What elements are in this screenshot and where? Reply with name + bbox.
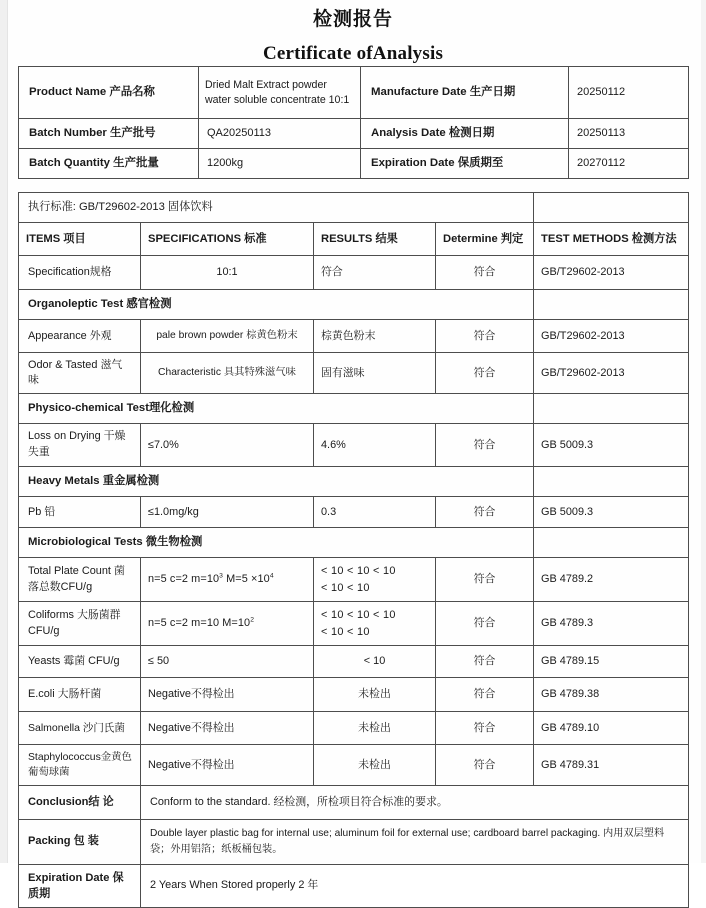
table-row	[19, 119, 689, 149]
table-section-row	[19, 290, 689, 320]
product-info-table	[18, 66, 689, 179]
row-spec-value	[141, 602, 314, 646]
row-method-value: GB 4789.38	[534, 677, 689, 711]
analysis-date-value: 20250113	[569, 119, 689, 149]
row-result-value: 固有滋味	[314, 353, 436, 393]
row-determine-value: 符合	[436, 256, 534, 290]
row-item-label: Total Plate Count 菌落总数CFU/g	[19, 558, 141, 602]
result-line-2: < 10 < 10	[321, 581, 370, 594]
spec-formula-sup1: 2	[250, 616, 255, 624]
row-item-label: Appearance 外观	[19, 320, 141, 353]
expiration-label: Expiration Date 保质期	[19, 864, 141, 907]
packing-value: Double layer plastic bag for internal use; aluminum foil for external use; cardboard barrel packaging. 内用双层塑料袋；外用铝箔；纸板桶包装。	[141, 820, 689, 865]
table-section-row	[19, 466, 689, 496]
column-header-specifications: SPECIFICATIONS 标准	[141, 223, 314, 256]
row-item-label: Staphylococcus金黄色葡萄球菌	[19, 744, 141, 785]
row-result-value	[314, 558, 436, 602]
spec-formula-sup1: 3	[219, 572, 223, 580]
column-header-items: ITEMS 项目	[19, 223, 141, 256]
execution-standard-blank	[534, 193, 689, 223]
page-right-margin	[701, 0, 706, 863]
row-spec-value: Negative不得检出	[141, 677, 314, 711]
row-method-value: GB 4789.10	[534, 711, 689, 744]
result-line-2: < 10 < 10	[321, 625, 370, 638]
table-header-row	[19, 223, 689, 256]
table-row	[19, 820, 689, 865]
row-method-value: GB/T29602-2013	[534, 320, 689, 353]
spec-formula-prefix: n=5 c=2 m=10 M=10	[148, 617, 251, 630]
expiration-value: 2 Years When Stored properly 2 年	[141, 864, 689, 907]
expiration-date-at-label: Expiration Date 保质期至	[361, 149, 569, 179]
row-item-label: Loss on Drying 干燥失重	[19, 424, 141, 467]
table-row	[19, 558, 689, 602]
batch-quantity-value: 1200kg	[199, 149, 361, 179]
analysis-results-table	[18, 192, 689, 908]
conclusion-value: Conform to the standard. 经检测，所检项目符合标准的要求。	[141, 786, 689, 820]
table-section-row	[19, 393, 689, 423]
manufacture-date-label: Manufacture Date 生产日期	[361, 67, 569, 119]
row-result-value: 符合	[314, 256, 436, 290]
table-section-row	[19, 527, 689, 557]
result-line-1: < 10 < 10 < 10	[321, 609, 396, 622]
row-determine-value: 符合	[436, 677, 534, 711]
row-result-value: 4.6%	[314, 424, 436, 467]
row-item-label: Odor & Tasted 滋气味	[19, 353, 141, 393]
page-title-cn: 检测报告	[312, 8, 393, 30]
product-name-label: Product Name 产品名称	[19, 67, 199, 119]
row-spec-value: Negative不得检出	[141, 711, 314, 744]
page-left-margin	[0, 0, 8, 863]
spec-formula-mid: M=5 ×10	[223, 573, 270, 586]
row-result-value: 未检出	[314, 677, 436, 711]
section-blank-cell	[534, 466, 689, 496]
section-blank-cell	[534, 527, 689, 557]
row-determine-value: 符合	[436, 320, 534, 353]
table-row	[19, 424, 689, 467]
row-method-value: GB 4789.15	[534, 645, 689, 677]
row-spec-value	[141, 558, 314, 602]
manufacture-date-value: 20250112	[569, 67, 689, 119]
row-item-label: Coliforms 大肠菌群CFU/g	[19, 602, 141, 646]
table-row	[19, 711, 689, 744]
execution-standard-text: 执行标准: GB/T29602-2013 固体饮料	[19, 193, 534, 223]
section-blank-cell	[534, 290, 689, 320]
row-result-value: 0.3	[314, 496, 436, 527]
batch-quantity-label: Batch Quantity 生产批量	[19, 149, 199, 179]
spec-formula-prefix: n=5 c=2 m=10	[148, 573, 220, 586]
row-result-value	[314, 602, 436, 646]
row-spec-value: ≤7.0%	[141, 424, 314, 467]
table-row	[19, 193, 689, 223]
row-result-value: 未检出	[314, 744, 436, 785]
table-row	[19, 602, 689, 646]
row-spec-value: ≤1.0mg/kg	[141, 496, 314, 527]
section-header-microbiological: Microbiological Tests 微生物检测	[19, 527, 534, 557]
table-row	[19, 744, 689, 785]
row-determine-value: 符合	[436, 645, 534, 677]
row-determine-value: 符合	[436, 353, 534, 393]
table-row	[19, 149, 689, 179]
row-item-label: E.coli 大肠杆菌	[19, 677, 141, 711]
column-header-test-methods: TEST METHODS 检测方法	[534, 223, 689, 256]
product-name-value: Dried Malt Extract powder water soluble concentrate 10:1	[199, 67, 361, 119]
section-blank-cell	[534, 393, 689, 423]
row-spec-value: ≤ 50	[141, 645, 314, 677]
expiration-date-at-value: 20270112	[569, 149, 689, 179]
row-item-label: Specification规格	[19, 256, 141, 290]
column-header-determine: Determine 判定	[436, 223, 534, 256]
row-method-value: GB 4789.2	[534, 558, 689, 602]
row-method-value: GB/T29602-2013	[534, 256, 689, 290]
row-method-value: GB 5009.3	[534, 496, 689, 527]
row-item-label: Salmonella 沙门氏菌	[19, 711, 141, 744]
conclusion-label: Conclusion结 论	[19, 786, 141, 820]
row-spec-value: pale brown powder 棕黄色粉末	[141, 320, 314, 353]
batch-number-label: Batch Number 生产批号	[19, 119, 199, 149]
table-row	[19, 353, 689, 393]
row-method-value: GB 5009.3	[534, 424, 689, 467]
table-row	[19, 864, 689, 907]
row-item-label: Pb 铅	[19, 496, 141, 527]
page-title-en: Certificate ofAnalysis	[262, 42, 444, 64]
row-determine-value: 符合	[436, 424, 534, 467]
result-line-1: < 10 < 10 < 10	[321, 565, 396, 578]
table-row	[19, 256, 689, 290]
row-method-value: GB/T29602-2013	[534, 353, 689, 393]
row-spec-value: Characteristic 具其特殊滋气味	[141, 353, 314, 393]
table-row	[19, 677, 689, 711]
row-item-label: Yeasts 霉菌 CFU/g	[19, 645, 141, 677]
row-determine-value: 符合	[436, 558, 534, 602]
document-titles	[0, 0, 706, 65]
section-header-organoleptic: Organoleptic Test 感官检测	[19, 290, 534, 320]
table-row	[19, 786, 689, 820]
row-result-value: 棕黄色粉末	[314, 320, 436, 353]
batch-number-value: QA20250113	[199, 119, 361, 149]
column-header-results: RESULTS 结果	[314, 223, 436, 256]
row-determine-value: 符合	[436, 602, 534, 646]
row-determine-value: 符合	[436, 744, 534, 785]
section-header-physico-chemical: Physico-chemical Test理化检测	[19, 393, 534, 423]
row-spec-value: 10:1	[141, 256, 314, 290]
table-row	[19, 67, 689, 119]
section-header-heavy-metals: Heavy Metals 重金属检测	[19, 466, 534, 496]
row-method-value: GB 4789.31	[534, 744, 689, 785]
spec-formula-sup2: 4	[269, 572, 274, 580]
row-result-value: 未检出	[314, 711, 436, 744]
table-row	[19, 645, 689, 677]
row-method-value: GB 4789.3	[534, 602, 689, 646]
row-result-value: < 10	[314, 645, 436, 677]
row-spec-value: Negative不得检出	[141, 744, 314, 785]
packing-label: Packing 包 装	[19, 820, 141, 865]
row-determine-value: 符合	[436, 711, 534, 744]
analysis-date-label: Analysis Date 检测日期	[361, 119, 569, 149]
table-row	[19, 320, 689, 353]
row-determine-value: 符合	[436, 496, 534, 527]
table-row	[19, 496, 689, 527]
